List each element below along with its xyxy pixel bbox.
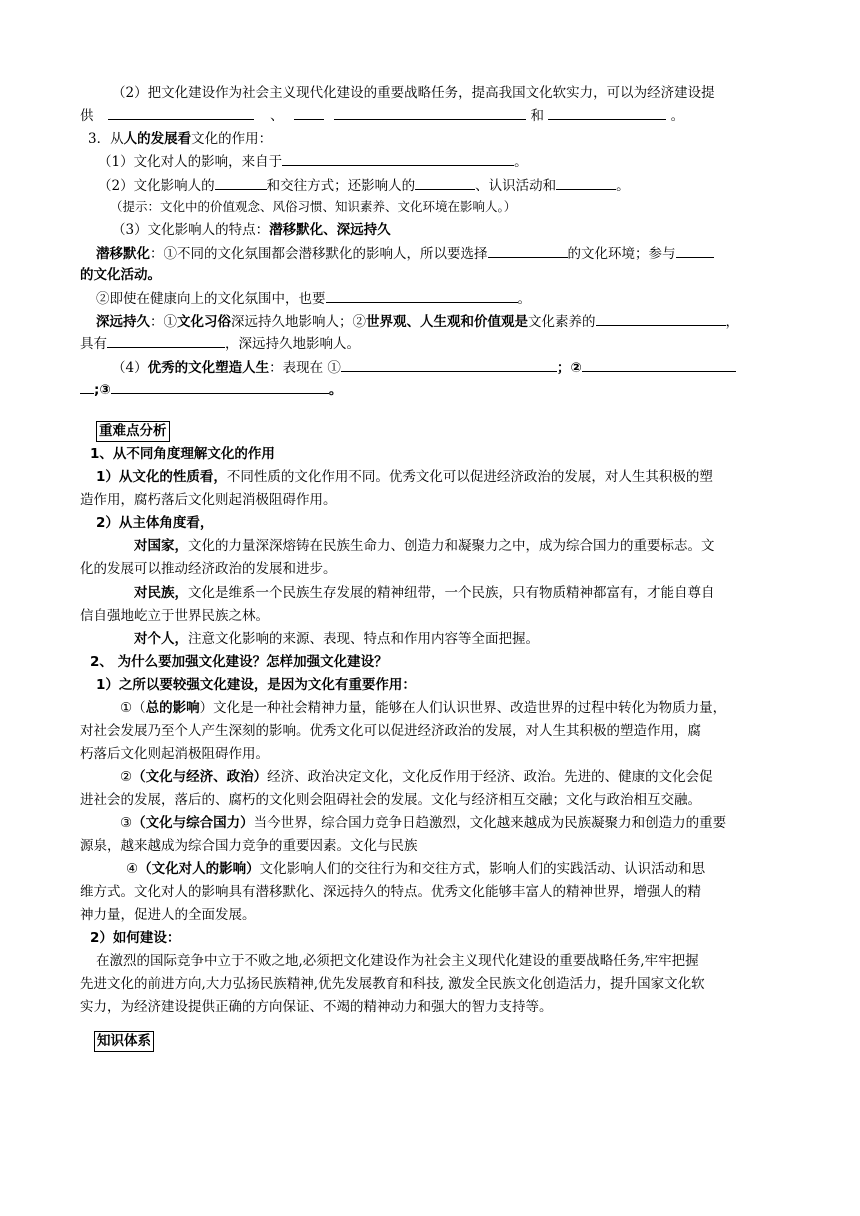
fill-blank — [107, 332, 225, 348]
text-line: 朽落后文化则起消极阻碍作用。 — [80, 746, 269, 762]
text-line: 造作用，腐朽落后文化则起消极阻碍作用。 — [80, 492, 337, 508]
text-line: 对国家，文化的力量深深熔铸在民族生命力、创造力和凝聚力之中，成为综合国力的重要标志。文 — [134, 538, 715, 554]
text-line: 实力，为经济建设提供正确的方向保证、不竭的精神动力和强大的智力支持等。 — [80, 999, 553, 1015]
text-line: 对民族，文化是维系一个民族生存发展的精神纽带，一个民族，只有物质精神都富有，才能自尊自 — [134, 585, 715, 601]
text-line: （3）文化影响人的特点：潜移默化、深远持久 — [112, 222, 391, 238]
text-line: ;③ 。 — [80, 378, 785, 401]
fill-blank — [676, 242, 714, 258]
fill-blank — [548, 104, 666, 120]
text-line: ②（文化与经济、政治）经济、政治决定文化，文化反作用于经济、政治。先进的、健康的文化会促 — [120, 769, 713, 785]
text-line: 信自强地屹立于世界民族之林。 — [80, 608, 269, 624]
fill-blank — [334, 104, 526, 120]
text-line: 对个人，注意文化影响的来源、表现、特点和作用内容等全面把握。 — [134, 631, 539, 647]
hint-text: （提示：文化中的价值观念、风俗习惯、知识素养、文化环境在影响人。） — [110, 199, 517, 214]
fill-blank — [596, 310, 726, 326]
fill-blank — [111, 378, 329, 394]
text-line: ②即使在健康向上的文化氛围中，也要 。 — [96, 287, 801, 310]
section-heading — [96, 420, 801, 442]
fill-blank — [582, 356, 736, 372]
text-line: 在激烈的国际竞争中立于不败之地,必须把文化建设作为社会主义现代化建设的重要战略任务,牢牢把握 — [96, 953, 699, 969]
text-line: ③（文化与综合国力）当今世界，综合国力竞争日趋激烈，文化越来越成为民族凝聚力和创造力的重要 — [120, 815, 727, 831]
fill-blank — [80, 378, 94, 394]
text-line: 深远持久：①文化习俗深远持久地影响人；②世界观、人生观和价值观是文化素养的 ， — [96, 310, 801, 333]
section-title: 3．从人的发展看文化的作用： — [88, 131, 273, 147]
fill-blank — [282, 150, 514, 166]
text-line: 2）从主体角度看， — [96, 515, 214, 531]
fill-blank — [415, 174, 475, 190]
fill-blank — [108, 104, 254, 120]
text-line: 潜移默化：①不同的文化氛围都会潜移默化的影响人，所以要选择 的文化环境；参与 — [96, 242, 801, 265]
fill-blank — [326, 287, 518, 303]
heading-box: 重难点分析 — [96, 421, 170, 442]
fill-blank — [341, 356, 557, 372]
text-line: 维方式。文化对人的影响具有潜移默化、深远持久的特点。优秀文化能够丰富人的精神世界，增强人的精 — [80, 884, 701, 900]
text-line: 1）之所以要较强文化建设，是因为文化有重要作用： — [96, 677, 416, 693]
heading-box: 知识体系 — [94, 1031, 154, 1052]
text-line: 化的发展可以推动经济政治的发展和进步。 — [80, 561, 337, 577]
subheading: 2、 为什么要加强文化建设？怎样加强文化建设？ — [90, 654, 388, 670]
text-line: ④（文化对人的影响）文化影响人们的交往行为和交往方式，影响人们的实践活动、认识活动和思 — [126, 861, 706, 877]
fill-blank — [488, 242, 568, 258]
text-line: 供 、 和 。 — [80, 104, 785, 127]
text-line: （4）优秀的文化塑造人生：表现在 ① ；② — [112, 356, 817, 379]
text-line: 的文化活动。 — [80, 267, 161, 283]
text-line: （1）文化对人的影响，来自于 。 — [98, 150, 803, 173]
text-line: ①（总的影响）文化是一种社会精神力量，能够在人们认识世界、改造世界的过程中转化为物质力量， — [120, 700, 727, 716]
fill-blank — [556, 174, 616, 190]
text-line: （2）文化影响人的 和交往方式；还影响人的 、认识活动和 。 — [98, 174, 803, 197]
text-line: 对社会发展乃至个人产生深刻的影响。优秀文化可以促进经济政治的发展，对人生其积极的塑造作用，腐 — [80, 723, 701, 739]
text-line: 具有 ，深远持久地影响人。 — [80, 332, 785, 355]
text-line: 先进文化的前进方向,大力弘扬民族精神,优先发展教育和科技, 激发全民族文化创造活力，提升国家文化软 — [80, 976, 705, 992]
text-line: 1）从文化的性质看，不同性质的文化作用不同。优秀文化可以促进经济政治的发展，对人生其积极的塑 — [96, 469, 713, 485]
fill-blank — [215, 174, 267, 190]
subheading: 1、从不同角度理解文化的作用 — [90, 446, 275, 462]
section-heading — [94, 1030, 799, 1052]
text-line: （2）把文化建设作为社会主义现代化建设的重要战略任务，提高我国文化软实力，可以为经济建设提 — [112, 85, 715, 101]
text-line: 2）如何建设： — [90, 930, 181, 946]
text-line: 进社会的发展，落后的、腐朽的文化则会阻碍社会的发展。文化与经济相互交融；文化与政治相互交融。 — [80, 792, 701, 808]
text-line: 神力量，促进人的全面发展。 — [80, 907, 256, 923]
text-line: 源泉，越来越成为综合国力竞争的重要因素。文化与民族 — [80, 838, 418, 854]
fill-blank — [294, 104, 324, 120]
